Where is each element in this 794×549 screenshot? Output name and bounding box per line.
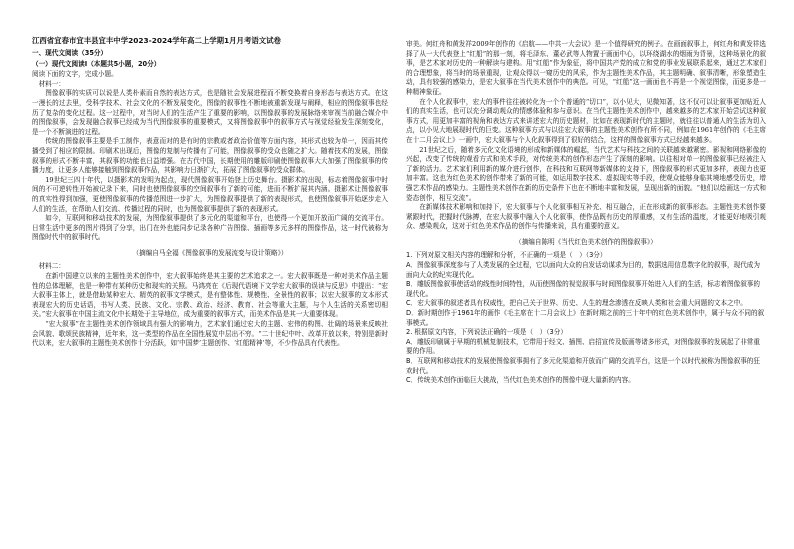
paragraph: 传统的图像叙事主要是手工制作，表意而对的是有时的宗教或者政治价值等方面内容，其形式也较为单一，因而其传播受到了相应的限制。印刷术出现后，图像的复制与传播有了可能，图像叙事的受众也随之扩大。随着技术的发展，图像叙事的形式不断丰富，其叙事的功能也日益增强。在古代中国，长期使用的雕版印刷使图像叙事大大加强了图像叙事的传播力度，让更多人能够接触到图像叙事作品，其影响力日渐扩大，拓展了图像叙事的受众群体。 xyxy=(32,137,388,175)
question-2: 2. 根据原文内容，下列说法正确的一项是（ ）（3分） xyxy=(406,328,567,337)
material-label: 材料二： xyxy=(38,262,65,271)
option-b: B．雕版图像叙事使活动的线性时间特性，从而使图像的视觉叙事与时间图像叙事开始进入人们的生活，标志着图像叙事的现代化。 xyxy=(406,280,760,298)
paragraph: 如今，互联网和移动技术的发展，为图像叙事提供了多元化的渠道和平台，也使得一个更加开放而广阔的交流平台。日常生活中更多的图片得到了分享，出门在外也能同步记录各种广告图像、插画等多元多样的图像作品，这一时代被称为图像时代中的叙事时代。 xyxy=(32,214,388,242)
material-label: 材料一： xyxy=(38,79,65,88)
right-column xyxy=(406,40,766,386)
paragraph: 审美。何红舟和黄发祥2009年创作的《启航——中共一大会议》是一个值得研究的例子。在画面叙事上，何红舟和黄发祥选择了从一大代表登上“红船”的那一刻，将毛泽东、董必武等人物置于画面中心，以环绕湖水的烟雨为背景，这种场景化的叙事，是艺术家对历史的一种解读与建构。用“红船”作为象征，将中国共产党的成立和党的事业发展联系起来，通过艺术家们的合理想象，将当时的场景重现，让观众得以一窥历史的风采，作为主题性美术作品，其主题明确、叙事清晰，形象塑造生动，具有较强的感染力，是宏大叙事在当代美术创作中的典范。可见，“红船”这一画面也不再是一个视觉图像，而更多是一种精神象征。 xyxy=(406,40,766,96)
exam-title: 江西省宜春市宜丰县宜丰中学2023-2024学年高二上学期1月月考语文试卷 xyxy=(32,36,281,45)
paragraph: “宏大叙事”在主题性美术创作领域具有强大的影响力，艺术家们通过宏大的主题、宏伟的构图、壮阔的场景来反映社会风貌、歌颂民族精神，近年来，这一类型的作品在全国性展览中层出不穷。“二十世纪中叶、改革开放以来，特别是新时代以来，宏大叙事的主题性美术创作十分活跃，如‘中国梦’主题创作、‘红船精神’等，不少作品具有代表性。 xyxy=(32,320,388,348)
source-citation: （摘编自马全福《图像叙事的发展流变与设计策略》） xyxy=(132,248,288,257)
paragraph: 在新媒体技术影响和加持下，宏大叙事与个人化叙事相互补充、相互融合，正在形成新的叙事形态。主题性美术创作要紧跟时代，把握时代脉搏，在宏大叙事中融入个人化叙事，使作品既有历史的厚重感，又有生活的温度，才能更好地吸引观众、感染观众，这对于红色美术作品的创作与传播来说，具有重要的意义。 xyxy=(406,203,766,231)
option-c: C．传统美术创作面临巨大挑战，当代红色美术创作的图像中现大量新的内容。 xyxy=(406,376,635,385)
option-d: D．新时期创作于1961年的画作《毛主席在十二月会议上》在新时期之前的三十年中的红色美术创作中，属于与众不同的叙事模式。 xyxy=(406,309,765,327)
paragraph: 在新中国建立以来的主题性美术创作中，宏大叙事始终是其主要的艺术追求之一。宏大叙事既是一种对美术作品主题性的总体理解，也是一种带有某种历史和现实的关照。马鸿亮在《后现代语境下文学宏大叙事的误读与反思》中提出：“宏大叙事主体上，就是借助某种宏大、精英的叙事文学模式，是有整体性、规模性、全景性的叙事；以宏大叙事的文本形式表现宏大的历史话语，书写人类、民族、文化、宗教、政治、经济、教育、社会等重大主题，与个人生活的关系密切相关。”宏大叙事在中国主流文化中长期处于主导地位，成为重要的叙事方式，而美术作品是其一大重要体现。 xyxy=(32,272,388,319)
option-a: A．雕版印刷属于早期的机械复制技术，它带用于经文、插图、启招宣传及版画等诸多形式，对图像叙事的发展起了非常重要的作用。 xyxy=(406,337,760,356)
source-citation: （摘编自陈明《当代红色美术创作的图像叙事》） xyxy=(515,237,657,246)
paragraph: 图像叙事的实质可以说是人类朴素而自然的表达方式，也是随社会发展进程而不断变换着自身形态与表达方式。在这一漫长的过去里，受科学技术、社会文化的不断发展变化，图像的叙事性不断地被重新发现与阐释，相应的图像叙事也经历了复杂的变化过程。这一过程中，对当时人们的生活产生了重要的影响，以图像叙事的发展脉络来审视当前融合媒介中的图像叙事，会发现融合叙事已经成为当代图像叙事的重要模式，又将图像叙事中的叙事方式与视觉经验发生深刻变化，是一个不断演进的过程。 xyxy=(32,89,388,136)
subsection-heading: （一）现代文阅读Ⅰ（本题共5小题，20分） xyxy=(32,59,161,68)
paragraph: 19世纪三四十年代，以摄影术的发明为起点，现代图像叙事开始登上历史舞台。摄影术的出现，标志着图像叙事中时间的不可逆转性开始被记录下来，同时也使图像叙事的空间叙事有了新的可能，进而不断扩展其内涵。摄影术让图像叙事的真实性得到加强，更使图像叙事的传播范围进一步扩大，为图像叙事提供了新的表现形式，也使图像叙事开始逐步走入人们的生活，在帮助人们交流、传播过程的同时，也为图像叙事提供了新的表现形式。 xyxy=(32,175,388,213)
left-column xyxy=(32,36,388,349)
instruction: 阅读下面的文字，完成小题。 xyxy=(32,70,118,79)
option-a: A．图像叙事深度参与了人类发展的全过程，它以面向大众的自发话动谋求为目的，数据选用信息数字化的叙事，现代成为面向大众的纪实现代化。 xyxy=(406,261,760,279)
paragraph: 21世纪之后，随着多元化文化语境的形成和新媒体的崛起，当代艺术与科技之间的关联越来越紧密。影视和网络影像的兴起，改变了传统的观看方式和美术手段，对传统美术的创作形态产生了深刻的影响。以往相对单一的图像叙事已经被注入了新的活力。艺术家们利用新的媒介进行创作，在科技和互联网等新媒体的支持下，图像叙事的形式更加多样，表现力也更加丰富。这也为红色美术的创作带来了新的可能，如运用数字技术、虚拟现实等手段，使观众能够身临其境地感受历史，增强艺术作品的感染力。主题性美术创作在新的历史条件下也在不断地丰富和发展，呈现出新的面貌。“他们以绘画这一方式和姿态创作，相互交流”。 xyxy=(406,145,766,202)
section-heading: 一、现代文阅读（35分） xyxy=(32,49,108,57)
question-1: 1. 下列对原文相关内容的理解和分析，不正确的一项是（ ）（3分） xyxy=(406,251,607,260)
option-b: B．互联网和移动技术的发展使图像叙事拥有了多元化渠道和开放而广阔的交流平台，这是一个以时代被称为图像叙事的狂欢时代。 xyxy=(406,357,760,375)
paragraph: 在个人化叙事中，宏大的事件往往被转化为一个个普通的“切口”，以小见大，见微知著，这不仅可以让叙事更加贴近人们的真实生活，也可以充分调动观众的情感体验和参与意识。在当代主题性美术创作中，越来越多的艺术家开始尝试这种叙事方式，用更加丰富的视角和表达方式来讲述宏大的历史题材，比如在表现新时代的主题时，就往往以普通人的生活为切入点，以小见大地展现时代的巨变。这种叙事方式与以往宏大叙事的主题性美术创作有所不同，例如在1961年创作的《毛主席在十二月会议上》一画中，宏大叙事与个人化叙事得到了很好的结合，这样的图像叙事方式已经越来越多。 xyxy=(406,97,766,144)
option-c: C．宏大叙事的叙述者具有权威性，把自己关于世界、历史、人生的理念渗透在反映人类和社会重大问题的文本之中。 xyxy=(406,299,747,308)
